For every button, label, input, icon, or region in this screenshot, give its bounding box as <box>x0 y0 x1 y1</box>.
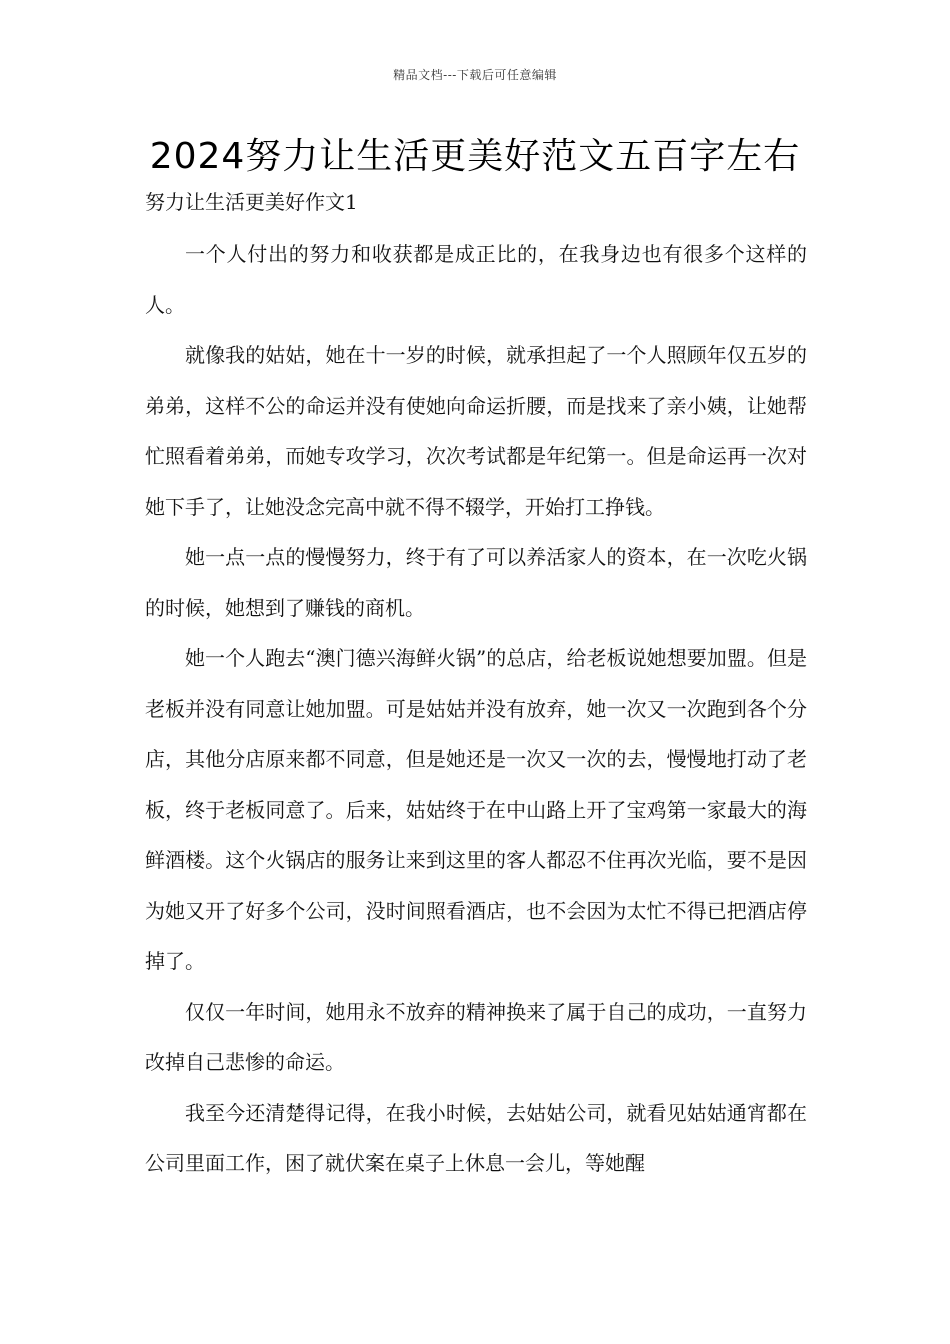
document-title: 2024努力让生活更美好范文五百字左右 <box>149 136 801 177</box>
document-body <box>145 229 807 1189</box>
paragraph: 她一点一点的慢慢努力，终于有了可以养活家人的资本，在一次吃火锅的时候，她想到了赚钱的商机。 <box>145 545 807 620</box>
paragraph: 一个人付出的努力和收获都是成正比的，在我身边也有很多个这样的人。 <box>145 242 807 317</box>
paragraph: 我至今还清楚得记得，在我小时候，去姑姑公司，就看见姑姑通宵都在公司里面工作，困了就伏案在桌子上休息一会儿，等她醒 <box>145 1100 807 1175</box>
paragraph: 就像我的姑姑，她在十一岁的时候，就承担起了一个人照顾年仅五岁的弟弟，这样不公的命运并没有使她向命运折腰，而是找来了亲小姨，让她帮忙照看着弟弟，而她专攻学习，次次考试都是年纪第一。但是命运再一次对她下手了，让她没念完高中就不得不辍学，开始打工挣钱。 <box>145 343 807 519</box>
paragraph: 仅仅一年时间，她用永不放弃的精神换来了属于自己的成功，一直努力改掉自己悲惨的命运。 <box>145 999 807 1074</box>
paragraph: 她一个人跑去“澳门德兴海鲜火锅”的总店，给老板说她想要加盟。但是老板并没有同意让她加盟。可是姑姑并没有放弃，她一次又一次跑到各个分店，其他分店原来都不同意，但是她还是一次又一次的去，慢慢地打动了老板，终于老板同意了。后来，姑姑终于在中山路上开了宝鸡第一家最大的海鲜酒楼。这个火锅店的服务让来到这里的客人都忍不住再次光临，要不是因为她又开了好多个公司，没时间照看酒店，也不会因为太忙不得已把酒店停掉了。 <box>145 646 807 973</box>
document-subtitle: 努力让生活更美好作文1 <box>145 190 358 214</box>
header-note: 精品文档---下载后可任意编辑 <box>393 68 557 82</box>
